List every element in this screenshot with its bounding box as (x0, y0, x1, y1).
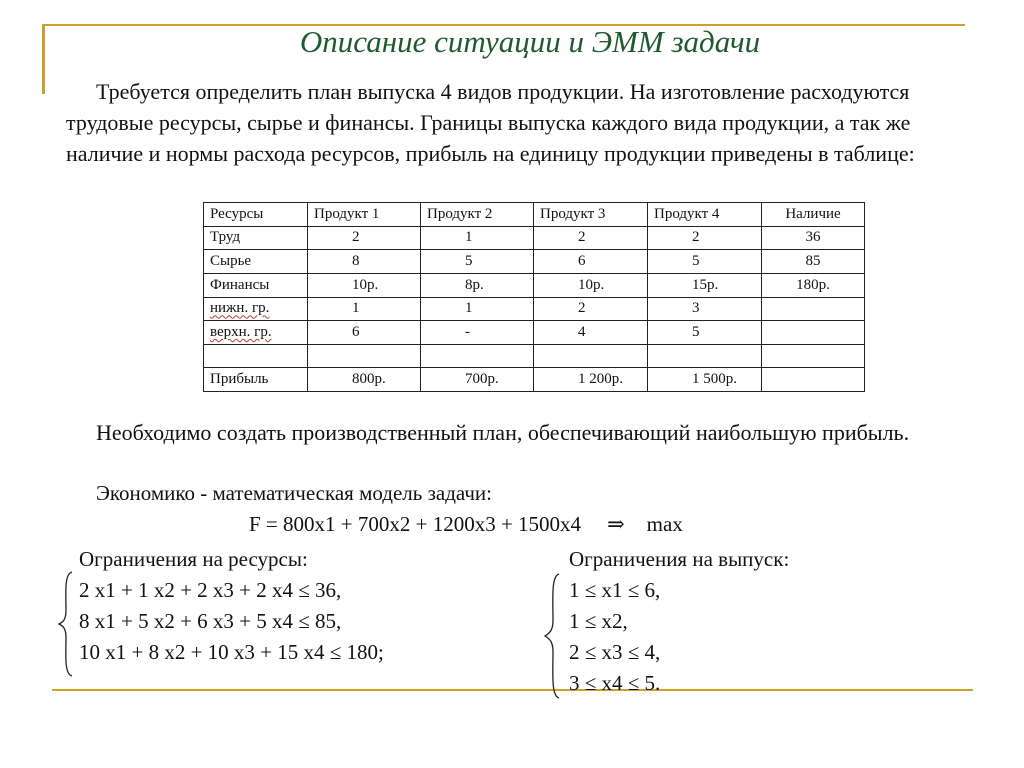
constraint-line: 8 x1 + 5 x2 + 6 x3 + 5 x4 ≤ 85, (79, 609, 342, 633)
table-cell: 6 (308, 321, 421, 345)
row-label: Финансы (204, 273, 308, 297)
table-cell (762, 368, 865, 392)
table-cell: 15р. (648, 273, 762, 297)
table-cell (762, 344, 865, 368)
resource-constraints-title: Ограничения на ресурсы: (79, 547, 308, 571)
constraint-line: 1 ≤ x2, (569, 609, 628, 633)
table-cell: - (421, 321, 534, 345)
bottom-rule (52, 689, 973, 691)
row-label (204, 297, 308, 321)
table-cell: 6 (534, 250, 648, 274)
table-cell (762, 297, 865, 321)
table-cell: 4 (534, 321, 648, 345)
implies-arrow-icon: ⇒ (607, 512, 625, 536)
objective-formula (249, 509, 683, 539)
table-cell: 2 (308, 226, 421, 250)
row-label: Труд (204, 226, 308, 250)
formula-lhs: F = 800x1 + 700x2 + 1200x3 + 1500x4 (249, 512, 582, 536)
table-row (204, 344, 865, 368)
output-constraints-title: Ограничения на выпуск: (569, 547, 790, 571)
constraint-line: 1 ≤ x1 ≤ 6, (569, 578, 661, 602)
constraint-line: 2 x1 + 1 x2 + 2 x3 + 2 x4 ≤ 36, (79, 578, 342, 602)
table-cell: 8р. (421, 273, 534, 297)
goal-paragraph (66, 417, 986, 448)
table-row (204, 250, 865, 274)
table-cell: 700р. (421, 368, 534, 392)
goal-text: Необходимо создать производственный план, обеспечивающий наибольшую прибыль. (96, 420, 910, 445)
table-cell: 2 (534, 297, 648, 321)
table-cell: 1 (308, 297, 421, 321)
header-cell: Наличие (762, 203, 865, 227)
output-constraints (569, 544, 789, 699)
row-label: Прибыль (204, 368, 308, 392)
table-cell: 5 (648, 250, 762, 274)
row-label: Сырье (204, 250, 308, 274)
table-row (204, 321, 865, 345)
row-label (204, 321, 308, 345)
constraint-line: 2 ≤ x3 ≤ 4, (569, 640, 661, 664)
header-cell: Продукт 2 (421, 203, 534, 227)
table-cell (308, 344, 421, 368)
formula-rhs: max (646, 512, 683, 536)
right-brace-icon (543, 572, 563, 700)
table-cell: 10р. (534, 273, 648, 297)
table-cell (421, 344, 534, 368)
table-cell: 3 (648, 297, 762, 321)
table-cell: 1 (421, 297, 534, 321)
table-cell: 5 (421, 250, 534, 274)
row-label-text: верхн. гр. (210, 323, 272, 340)
table-cell (762, 321, 865, 345)
table-cell (534, 344, 648, 368)
table-cell: 2 (648, 226, 762, 250)
table-row (204, 297, 865, 321)
table-row (204, 226, 865, 250)
table-cell: 2 (534, 226, 648, 250)
table-cell: 8 (308, 250, 421, 274)
table-cell: 1 (421, 226, 534, 250)
slide-title: Описание ситуации и ЭММ задачи (299, 24, 761, 59)
header-cell: Продукт 1 (308, 203, 421, 227)
resource-table (203, 202, 865, 392)
header-cell: Продукт 3 (534, 203, 648, 227)
table-cell: 800р. (308, 368, 421, 392)
table-cell: 180р. (762, 273, 865, 297)
table-cell: 85 (762, 250, 865, 274)
intro-text: Требуется определить план выпуска 4 видов продукции. На изготовление расходуются трудовые ресурсы, сырье и финансы. Границы выпуска каждого вида продукции, а так же наличие и нормы расхода ресурсов, прибыль на единицу продукции приведены в таблице: (66, 79, 915, 166)
row-label-text: нижн. гр. (210, 300, 270, 317)
constraint-line: 10 x1 + 8 x2 + 10 x3 + 15 x4 ≤ 180; (79, 640, 384, 664)
table-row (204, 368, 865, 392)
header-cell: Продукт 4 (648, 203, 762, 227)
table-cell (648, 344, 762, 368)
model-title: Экономико - математическая модель задачи: (96, 481, 493, 505)
table-cell: 10р. (308, 273, 421, 297)
header-cell: Ресурсы (204, 203, 308, 227)
resource-constraints (79, 544, 384, 668)
table-cell: 36 (762, 226, 865, 250)
left-brace-icon (57, 570, 77, 678)
table-cell: 1 200р. (534, 368, 648, 392)
table-header-row (204, 203, 865, 227)
intro-paragraph (66, 76, 986, 169)
table-cell: 5 (648, 321, 762, 345)
constraint-line: 3 ≤ x4 ≤ 5. (569, 671, 661, 695)
table-cell: 1 500р. (648, 368, 762, 392)
table-row (204, 273, 865, 297)
row-label (204, 344, 308, 368)
